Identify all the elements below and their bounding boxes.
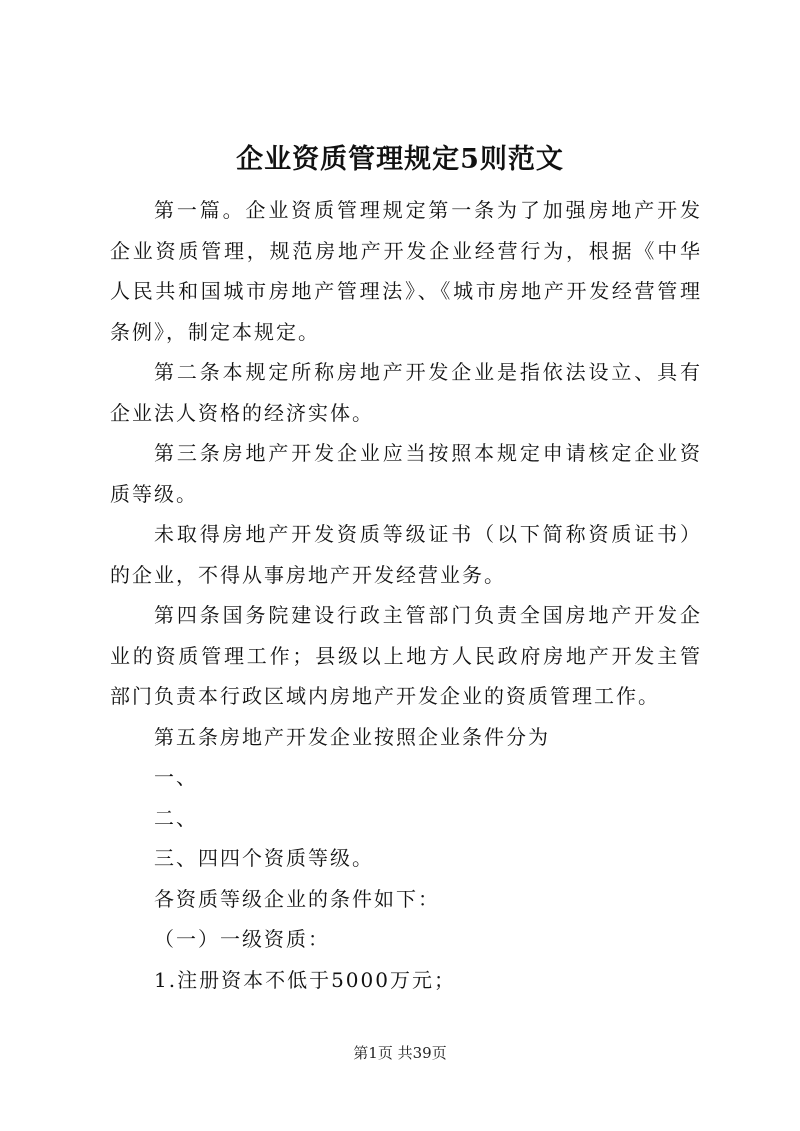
paragraph-1: 第一篇。企业资质管理规定第一条为了加强房地产开发企业资质管理，规范房地产开发企业经营行为，根据《中华人民共和国城市房地产管理法》、《城市房地产开发经营管理条例》，制定本规定。 bbox=[110, 198, 702, 344]
paragraph-9: 三、四四个资质等级。 bbox=[154, 846, 374, 870]
page-number-footer: 第1页 共39页 bbox=[353, 1044, 447, 1062]
paragraph-5: 第四条国务院建设行政主管部门负责全国房地产开发企业的资质管理工作；县级以上地方人民政府房地产开发主管部门负责本行政区域内房地产开发企业的资质管理工作。 bbox=[110, 603, 702, 708]
document-title: 企业资质管理规定5则范文 bbox=[236, 144, 564, 175]
paragraph-8: 二、 bbox=[154, 805, 198, 830]
paragraph-12: 1.注册资本不低于5000万元； bbox=[154, 967, 456, 992]
paragraph-11: （一）一级资质： bbox=[154, 927, 330, 951]
paragraph-10: 各资质等级企业的条件如下： bbox=[154, 886, 440, 911]
document-body bbox=[110, 190, 702, 1000]
paragraph-7: 一、 bbox=[154, 765, 198, 789]
paragraph-6: 第五条房地产开发企业按照企业条件分为 bbox=[154, 724, 550, 749]
paragraph-3: 第三条房地产开发企业应当按照本规定申请核定企业资质等级。 bbox=[110, 441, 702, 506]
paragraph-4: 未取得房地产开发资质等级证书（以下简称资质证书）的企业，不得从事房地产开发经营业务。 bbox=[110, 522, 702, 587]
paragraph-2: 第二条本规定所称房地产开发企业是指依法设立、具有企业法人资格的经济实体。 bbox=[110, 360, 702, 425]
